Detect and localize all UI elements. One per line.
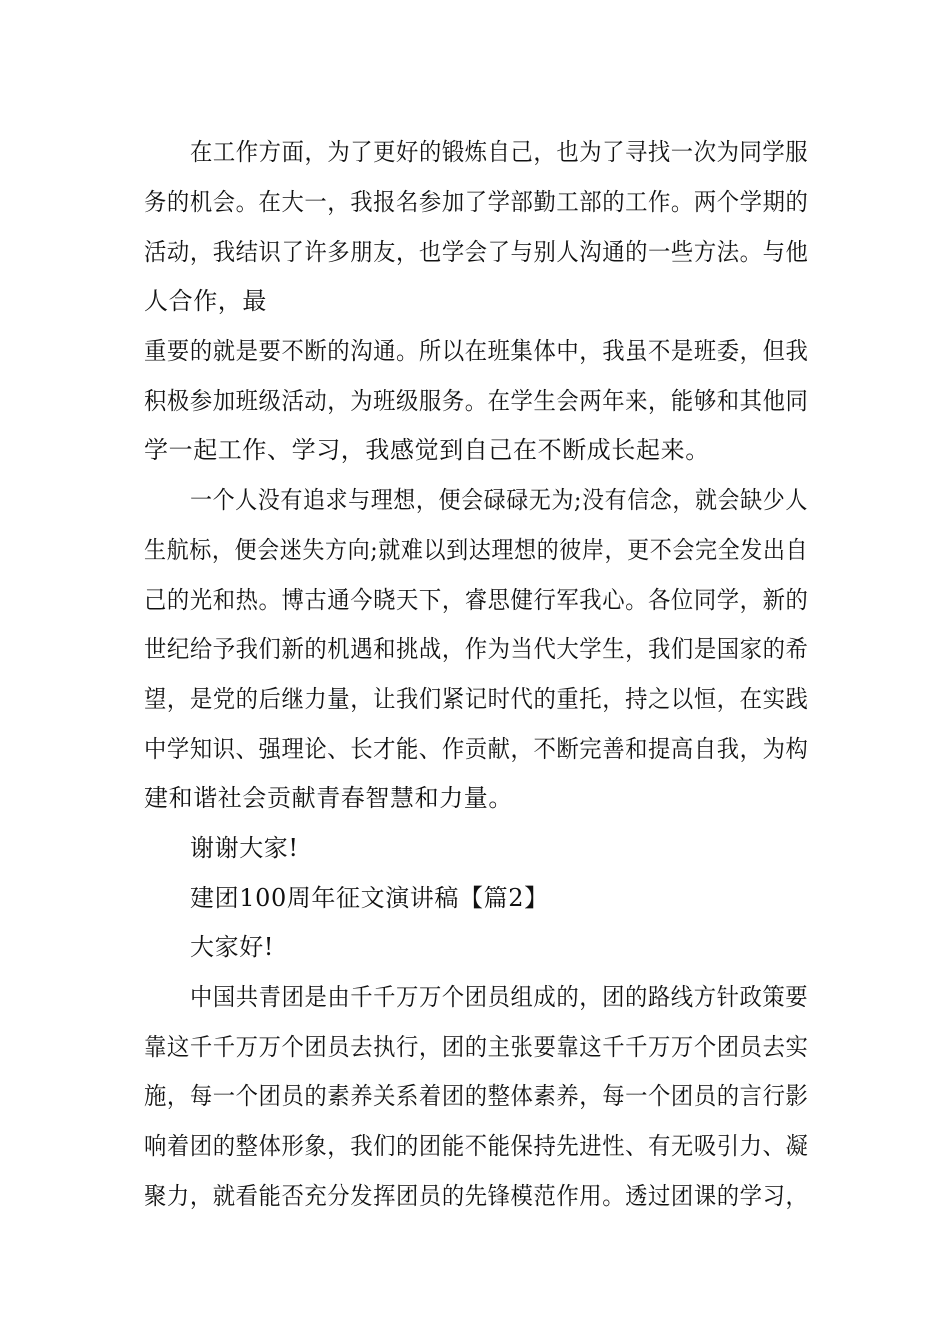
text-line: 积极参加班级活动，为班级服务。在学生会两年来，能够和其他同 bbox=[144, 387, 809, 415]
text-line: 大家好! bbox=[190, 933, 275, 961]
text-line: 靠这千千万万个团员去执行，团的主张要靠这千千万万个团员去实 bbox=[144, 1033, 809, 1061]
section-heading: 建团100周年征文演讲稿【篇2】 bbox=[190, 884, 549, 912]
text-line: 中学知识、强理论、长才能、作贡献，不断完善和提高自我，为构 bbox=[144, 735, 809, 763]
text-line: 施，每一个团员的素养关系着团的整体素养，每一个团员的言行影 bbox=[144, 1082, 809, 1110]
text-line: 谢谢大家! bbox=[190, 834, 299, 862]
text-line: 响着团的整体形象，我们的团能不能保持先进性、有无吸引力、凝 bbox=[144, 1132, 809, 1160]
text-line: 学一起工作、学习，我感觉到自己在不断成长起来。 bbox=[144, 436, 710, 464]
text-line: 聚力，就看能否充分发挥团员的先锋模范作用。透过团课的学习， bbox=[144, 1182, 809, 1210]
text-line: 建和谐社会贡献青春智慧和力量。 bbox=[144, 784, 513, 812]
text-line: 在工作方面，为了更好的锻炼自己，也为了寻找一次为同学服 bbox=[190, 138, 809, 166]
text-line: 世纪给予我们新的机遇和挑战，作为当代大学生，我们是国家的希 bbox=[144, 635, 809, 663]
text-line: 人合作，最 bbox=[144, 287, 267, 315]
text-line: 务的机会。在大一，我报名参加了学部勤工部的工作。两个学期的 bbox=[144, 188, 809, 216]
text-line: 生航标，便会迷失方向;就难以到达理想的彼岸，更不会完全发出自 bbox=[144, 536, 809, 564]
text-line: 己的光和热。博古通今晓天下，睿思健行军我心。各位同学，新的 bbox=[144, 586, 809, 614]
text-line: 一个人没有追求与理想，便会碌碌无为;没有信念，就会缺少人 bbox=[190, 486, 808, 514]
text-line: 中国共青团是由千千万万个团员组成的，团的路线方针政策要 bbox=[190, 983, 809, 1011]
text-line: 活动，我结识了许多朋友，也学会了与别人沟通的一些方法。与他 bbox=[144, 238, 809, 266]
text-line: 望，是党的后继力量，让我们紧记时代的重托，持之以恒，在实践 bbox=[144, 685, 809, 713]
text-line: 重要的就是要不断的沟通。所以在班集体中，我虽不是班委，但我 bbox=[144, 337, 809, 365]
